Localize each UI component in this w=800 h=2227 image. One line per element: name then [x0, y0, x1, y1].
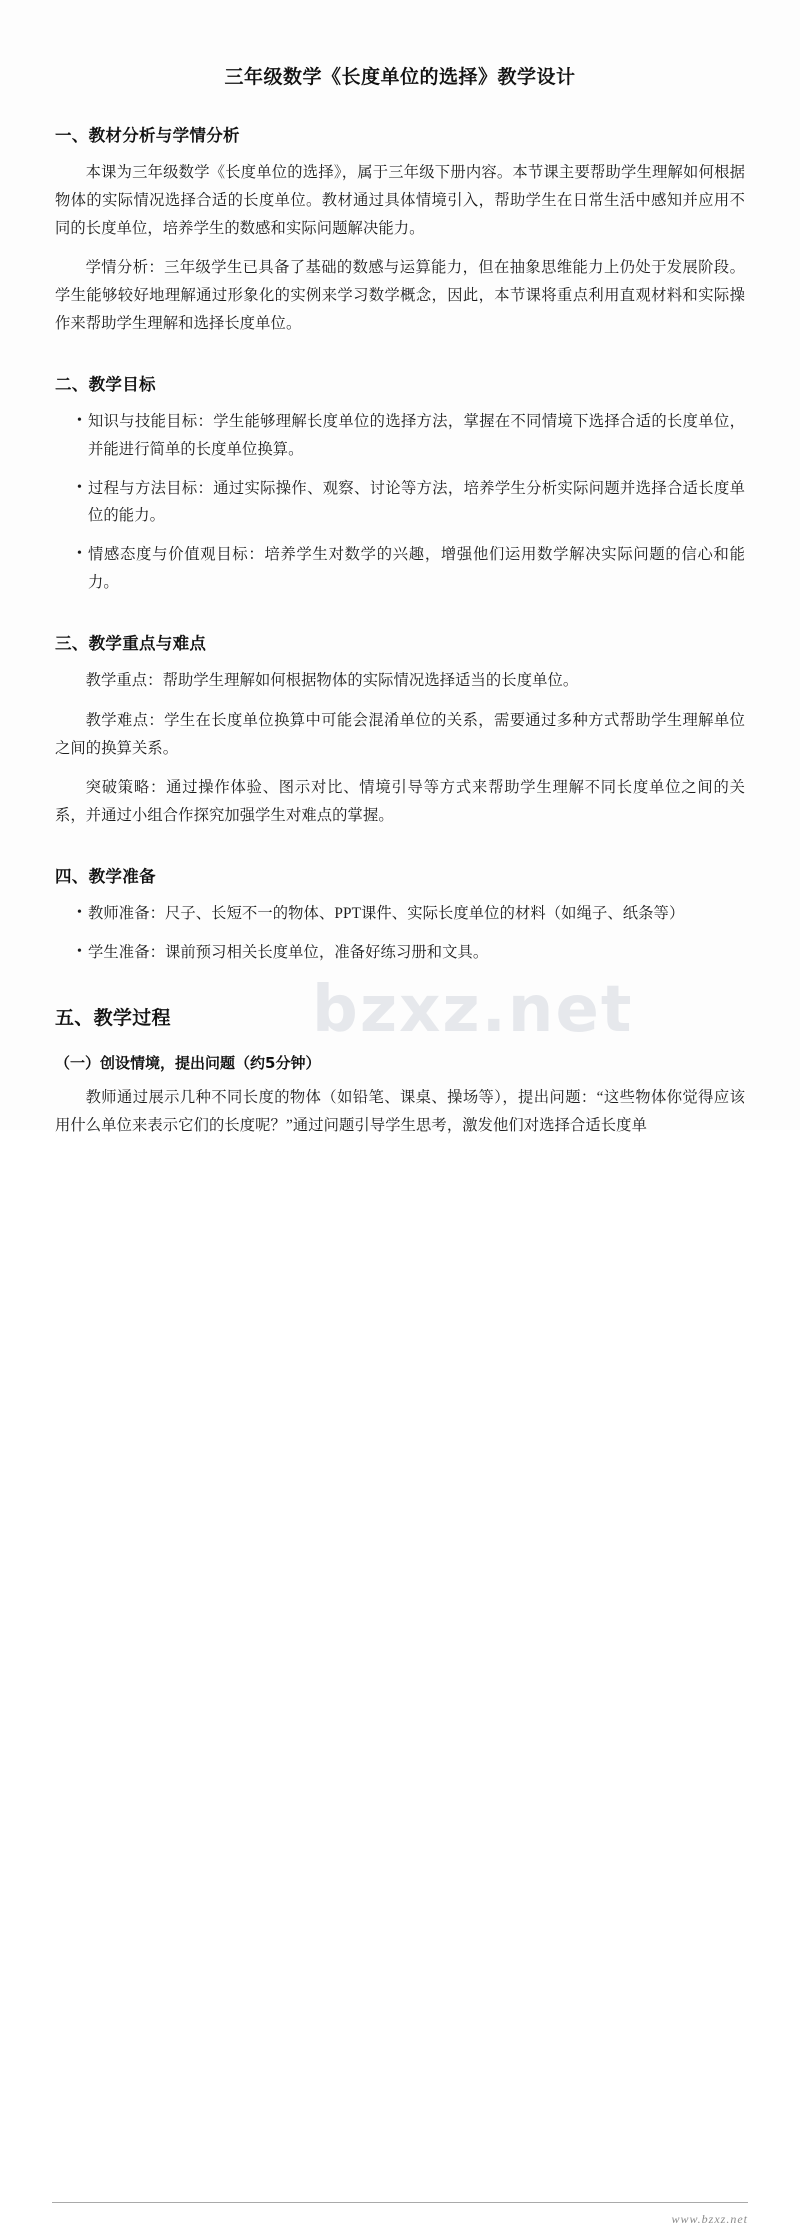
section-1-paragraph-2: 学情分析：三年级学生已具备了基础的数感与运算能力，但在抽象思维能力上仍处于发展阶段。学生能够较好地理解通过形象化的实例来学习数学概念，因此，本节课将重点利用直观材料和实际操作来帮助学生理解和选择长度单位。 — [55, 259, 745, 333]
section-heading-5: 五、教学过程 — [55, 1006, 171, 1029]
section-3-paragraph-2: 教学难点：学生在长度单位换算中可能会混淆单位的关系，需要通过多种方式帮助学生理解单位之间的换算关系。 — [55, 711, 745, 757]
list-item: • 知识与技能目标：学生能够理解长度单位的选择方法，掌握在不同情境下选择合适的长度单位，并能进行简单的长度单位换算。 — [55, 408, 745, 464]
footer-divider — [52, 2202, 748, 2203]
subsection-5-1-paragraph-1: 教师通过展示几种不同长度的物体（如铅笔、课桌、操场等），提出问题：“这些物体你觉得应该用什么单位来表示它们的长度呢？”通过问题引导学生思考，激发他们对选择合适长度单 — [55, 1088, 745, 1134]
section-heading-1: 一、教材分析与学情分析 — [55, 126, 240, 145]
subsection-heading-5-1: （一）创设情境，提出问题（约5分钟） — [55, 1053, 321, 1072]
page-title: 三年级数学《长度单位的选择》教学设计 — [224, 66, 576, 88]
section-1-paragraph-1: 本课为三年级数学《长度单位的选择》，属于三年级下册内容。本节课主要帮助学生理解如何根据物体的实际情况选择合适的长度单位。教材通过具体情境引入，帮助学生在日常生活中感知并应用不同的长度单位，培养学生的数感和实际问题解决能力。 — [55, 164, 745, 237]
background-watermark: bzxz.net — [312, 973, 634, 1047]
list-item: • 情感态度与价值观目标：培养学生对数学的兴趣，增强他们运用数学解决实际问题的信心和能力。 — [55, 541, 745, 597]
list-item: • 过程与方法目标：通过实际操作、观察、讨论等方法，培养学生分析实际问题并选择合适长度单位的能力。 — [55, 475, 745, 531]
list-item: • 学生准备：课前预习相关长度单位，准备好练习册和文具。 — [55, 939, 745, 967]
section-heading-3: 三、教学重点与难点 — [55, 633, 207, 653]
teaching-objectives-list — [55, 408, 745, 597]
teaching-preparation-list — [55, 900, 745, 967]
section-heading-2: 二、教学目标 — [55, 374, 156, 394]
list-item: • 教师准备：尺子、长短不一的物体、PPT课件、实际长度单位的材料（如绳子、纸条等） — [55, 900, 745, 928]
section-3-paragraph-3: 突破策略：通过操作体验、图示对比、情境引导等方式来帮助学生理解不同长度单位之间的关系，并通过小组合作探究加强学生对难点的掌握。 — [55, 779, 745, 825]
footer-url: www.bzxz.net — [671, 2212, 748, 2226]
section-3-paragraph-1: 教学重点：帮助学生理解如何根据物体的实际情况选择适当的长度单位。 — [85, 671, 579, 689]
section-heading-4: 四、教学准备 — [55, 867, 156, 887]
